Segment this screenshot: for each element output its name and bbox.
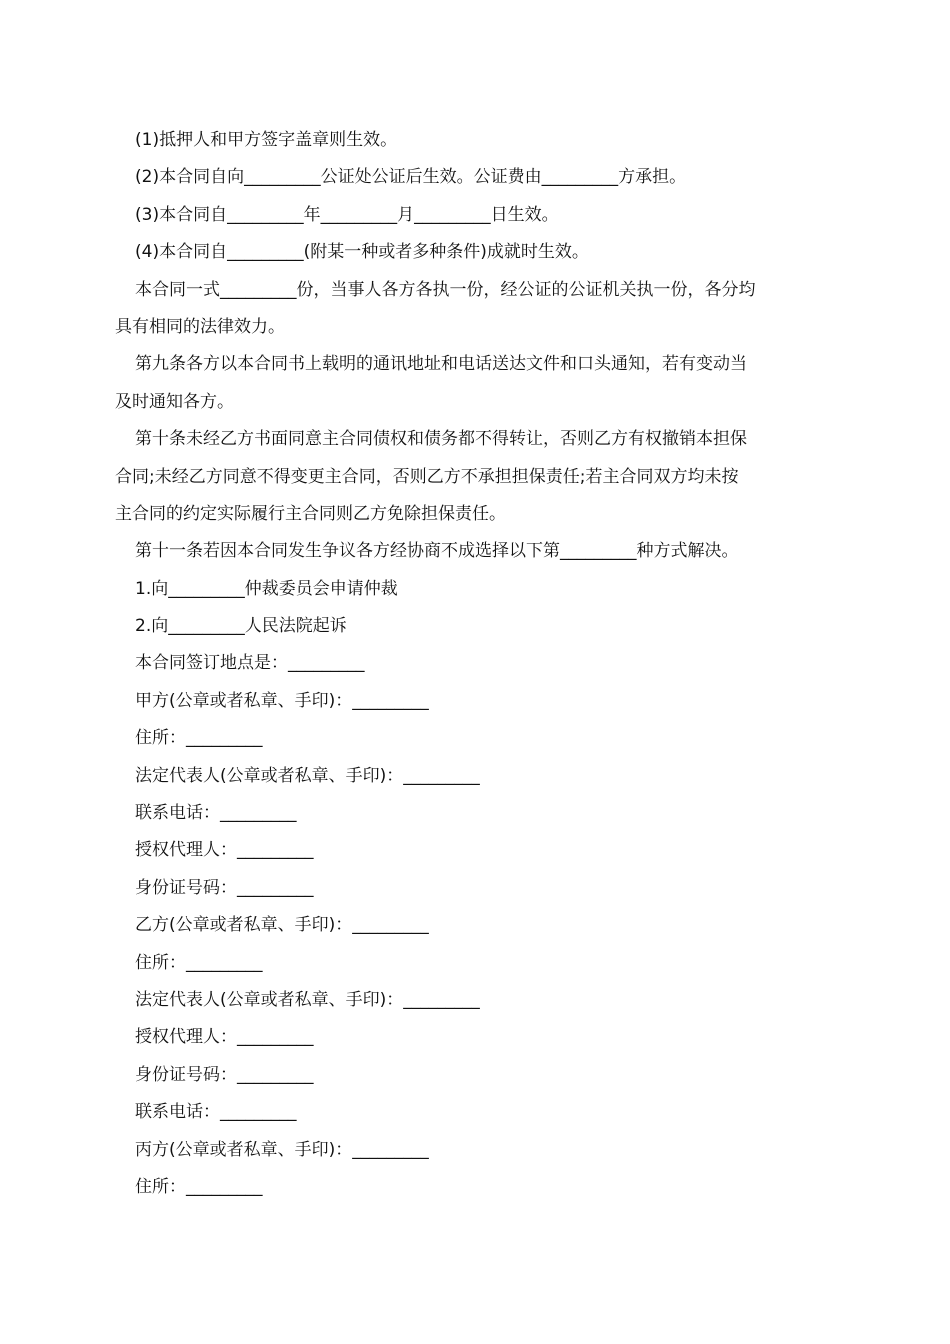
article-11: 第十一条若因本合同发生争议各方经协商不成选择以下第_________种方式解决。 — [135, 541, 739, 562]
party-a-phone: 联系电话：_________ — [135, 803, 297, 824]
party-b-legal-rep: 法定代表人(公章或者私章、手印)：_________ — [135, 989, 480, 1010]
document-body — [115, 122, 837, 1206]
dispute-option-court: 2.向_________人民法院起诉 — [135, 616, 347, 637]
party-b-address: 住所：_________ — [135, 952, 263, 973]
clause-effect-1: (1)抵押人和甲方签字盖章则生效。 — [135, 130, 398, 150]
signing-place: 本合同签订地点是：_________ — [135, 653, 365, 674]
article-10-line-1: 第十条未经乙方书面同意主合同债权和债务都不得转让，否则乙方有权撤销本担保 — [135, 429, 747, 450]
party-c-signature: 丙方(公章或者私章、手印)：_________ — [135, 1139, 429, 1160]
copies-paragraph-line-1: 本合同一式_________份，当事人各方各执一份，经公证的公证机关执一份，各分均 — [135, 279, 756, 300]
article-9-line-2: 及时通知各方。 — [115, 391, 234, 412]
party-a-legal-rep: 法定代表人(公章或者私章、手印)：_________ — [135, 765, 480, 786]
party-a-agent: 授权代理人：_________ — [135, 840, 314, 861]
dispute-option-arbitration: 1.向_________仲裁委员会申请仲裁 — [135, 578, 398, 599]
article-10-line-3: 主合同的约定实际履行主合同则乙方免除担保责任。 — [115, 503, 506, 524]
party-a-signature: 甲方(公章或者私章、手印)：_________ — [135, 690, 429, 711]
clause-effect-3: (3)本合同自_________年_________月_________日生效。 — [135, 204, 559, 225]
party-b-signature: 乙方(公章或者私章、手印)：_________ — [135, 915, 429, 936]
party-a-id-number: 身份证号码：_________ — [135, 877, 314, 898]
party-b-phone: 联系电话：_________ — [135, 1102, 297, 1123]
clause-effect-4: (4)本合同自_________(附某一种或者多种条件)成就时生效。 — [135, 242, 589, 263]
copies-paragraph-line-2: 具有相同的法律效力。 — [115, 316, 285, 337]
party-a-address: 住所：_________ — [135, 728, 263, 749]
party-b-id-number: 身份证号码：_________ — [135, 1064, 314, 1085]
party-b-agent: 授权代理人：_________ — [135, 1027, 314, 1048]
clause-effect-2: (2)本合同自向_________公证处公证后生效。公证费由_________方承担。 — [135, 167, 687, 188]
party-c-address: 住所：_________ — [135, 1176, 263, 1197]
article-9-line-1: 第九条各方以本合同书上载明的通讯地址和电话送达文件和口头通知，若有变动当 — [135, 354, 747, 375]
article-10-line-2: 合同;未经乙方同意不得变更主合同，否则乙方不承担担保责任;若主合同双方均未按 — [115, 466, 739, 487]
